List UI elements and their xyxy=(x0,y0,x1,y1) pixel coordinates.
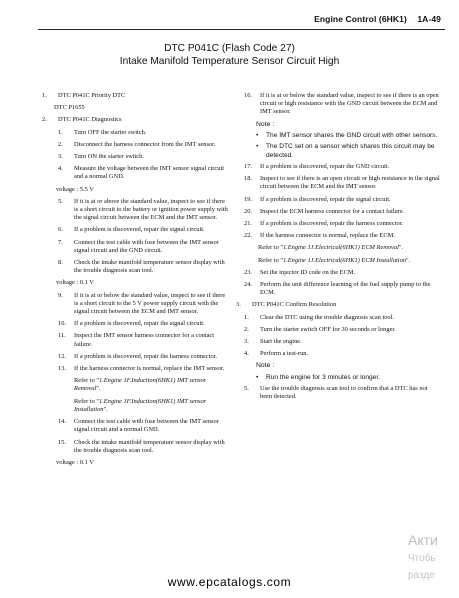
note-bullet: • The DTC set on a sensor which shares this circuit may be detected. xyxy=(256,143,435,159)
step-item: 18. Inspect to see if there is an open circuit or high resistance in the signal circuit between the ECM and the IMT sensor. xyxy=(244,175,440,191)
left-column xyxy=(42,92,230,471)
step-item: 9. If it is at or below the standard value, inspect to see if there is a short circuit to the 5 V power supply circuit with the signal circuit between the ECM and IMT sensor. xyxy=(58,291,226,316)
header-page-number: 1A-49 xyxy=(417,14,441,24)
voltage-spec: voltage : 0.1 V xyxy=(56,279,94,287)
step-item: 19. If a problem is discovered, repair the signal circuit. xyxy=(244,195,391,203)
step-item: 6. If a problem is discovered, repair the signal circuit. xyxy=(58,226,205,234)
step-item: 22. If the harness connector is normal, replace the ECM. xyxy=(244,232,395,240)
step-item: 11. Inspect the IMT sensor harness connector for a contact failure. xyxy=(58,332,215,348)
step-item: 16. If it is at or below the standard value, inspect to see if there is an open circuit or high resistance with the GND circuit between the ECM and IMT sensor. xyxy=(244,92,439,116)
step-item: 1. Turn OFF the starter switch. xyxy=(58,128,147,136)
page-title xyxy=(0,42,459,68)
section-3-heading: 3. DTC P041C Confirm Resolution xyxy=(236,301,337,309)
step-item: 15. Check the intake manifold temperature sensor display with the trouble diagnosis scan tool. xyxy=(58,438,225,454)
step-item: 12. If a problem is discovered, repair the harness connector. xyxy=(58,352,218,360)
step-item: 14. Connect the test cable with fuse between the IMT sensor signal circuit and a normal GND. xyxy=(58,418,219,434)
step-item: 13. If the harness connector is normal, replace the IMT sensor. xyxy=(58,365,225,373)
step-item: 21. If a problem is discovered, repair the harness connector. xyxy=(244,220,404,228)
step-item: 23. Set the injector ID code on the ECM. xyxy=(244,268,356,276)
note-bullet: • The IMT sensor shares the GND circuit with other sensors. xyxy=(256,131,438,139)
step-item: 10. If a problem is discovered, repair the signal circuit. xyxy=(58,320,205,328)
step-item: 24. Perform the unit difference learning of the fuel supply pump to the ECM. xyxy=(244,281,431,297)
step-item: 2. Turn the starter switch OFF for 30 seconds or longer. xyxy=(244,325,396,333)
step-item: 3. Start the engine. xyxy=(244,338,302,346)
voltage-spec: voltage : 5.5 V xyxy=(56,185,94,193)
section-2-heading: 2. DTC P041C Diagnostics xyxy=(42,116,122,124)
step-item: 8. Check the intake manifold temperature sensor display with the trouble diagnosis scan tool. xyxy=(58,259,225,275)
site-footer-watermark: www.epcatalogs.com xyxy=(167,575,292,589)
title-line-2: Intake Manifold Temperature Sensor Circuit High xyxy=(119,56,340,67)
note-heading: Note : xyxy=(256,120,275,128)
right-column xyxy=(236,92,440,406)
voltage-spec: voltage : 0.1 V xyxy=(56,458,94,466)
step-item: 3. Turn ON the starter switch. xyxy=(58,153,144,161)
step-item: 20. Inspect the ECM harness connector for a contact failure. xyxy=(244,207,405,215)
step-item: 7. Connect the test cable with fuse between the IMT sensor signal circuit and the GND circuit. xyxy=(58,238,219,254)
header-section: Engine Control (6HK1) xyxy=(314,14,407,24)
title-line-1: DTC P041C (Flash Code 27) xyxy=(164,43,295,54)
step-item: 5. If it is at or above the standard value, inspect to see if there is a short circuit to the battery or ignition power supply with the signal circuit between the ECM and the IMT sensor. xyxy=(58,197,228,222)
page-header xyxy=(314,14,441,24)
step-item: 4. Measure the voltage between the IMT sensor signal circuit and a normal GND. xyxy=(58,165,225,181)
step-item: 2. Disconnect the harness connector from the IMT sensor. xyxy=(58,140,216,148)
header-rule xyxy=(38,29,445,30)
manual-reference-link[interactable]: Refer to "1.Engine 1F.Induction(6HK1) IMT sensor Removal". xyxy=(74,377,207,393)
note-bullet: • Run the engine for 3 minutes or longer. xyxy=(256,373,380,381)
note-heading: Note : xyxy=(256,362,275,370)
activation-watermark-line-1: Акти xyxy=(408,532,438,548)
step-item: 5. Use the trouble diagnosis scan tool to confirm that a DTC has not been detected. xyxy=(244,385,428,401)
section-1-heading: 1. DTC P041C Priority DTC xyxy=(42,92,126,99)
manual-reference-link[interactable]: Refer to "1.Engine 1F.Induction(6HK1) IMT sensor Installation". xyxy=(74,397,207,413)
step-item: 1. Clear the DTC using the trouble diagnosis scan tool. xyxy=(244,313,395,321)
step-item: 17. If a problem is discovered, repair the GND circuit. xyxy=(244,163,390,171)
activation-watermark-line-3: разде xyxy=(408,570,435,581)
activation-watermark-line-2: Чтобь xyxy=(408,553,436,564)
manual-reference-link[interactable]: Refer to "1.Engine 1J.Electrical(6HK1) ECM Removal". xyxy=(258,244,404,252)
priority-dtc-value: DTC P1655 xyxy=(54,104,85,112)
step-item: 4. Perform a test-run. xyxy=(244,350,309,358)
manual-reference-link[interactable]: Refer to "1.Engine 1J.Electrical(6HK1) ECM Installation". xyxy=(258,256,411,264)
